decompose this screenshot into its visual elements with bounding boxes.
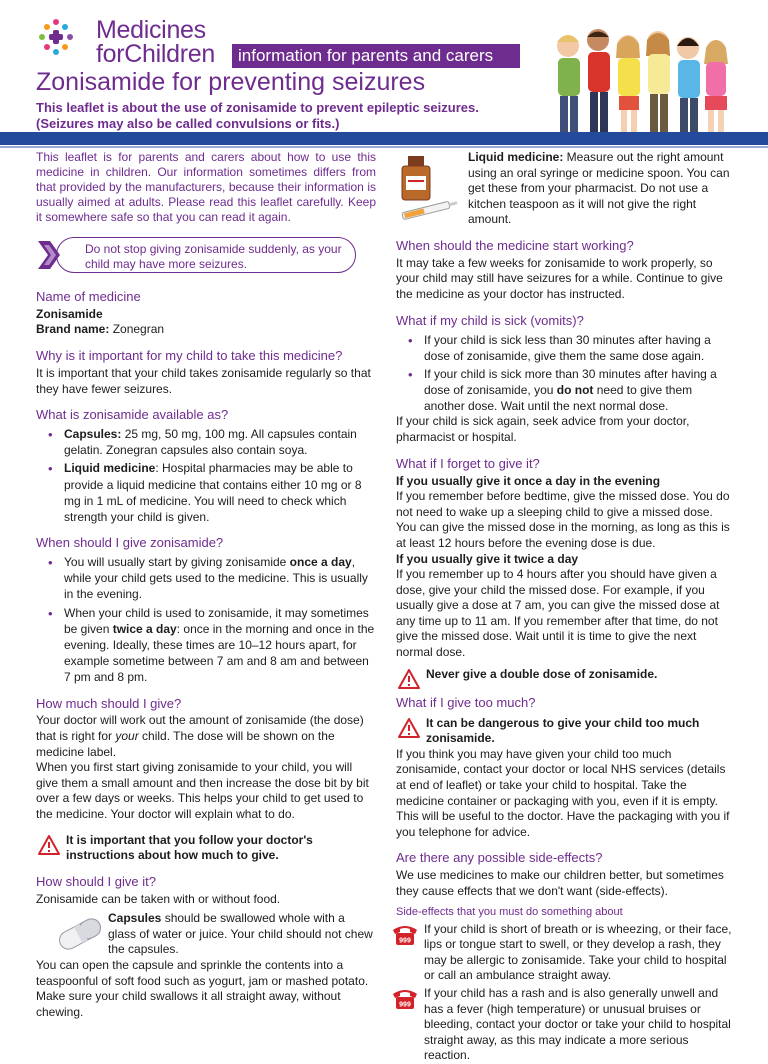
follow-doctor-alert-text: It is important that you follow your doctor's instructions about how much to give. bbox=[66, 832, 313, 863]
stop-warning bbox=[36, 235, 376, 279]
forget-twice-text: If you remember up to 4 hours after you should have given a dose, give your child the missed dose. For example, if you usually give a dose at 7 am, you can give the missed dose at any time up to 11 am. If you remember after that time, do not give the missed dose. Wait until it is time to give the next normal dose. bbox=[396, 567, 720, 660]
liquid-text: Measure out the right amount using an oral syringe or medicine spoon. You can get these from your pharmacist. Do not use a kitchen teaspoon as it will not give the right amount. bbox=[468, 150, 730, 227]
liquid-instruction bbox=[396, 150, 736, 228]
emergency-phone-icon bbox=[390, 922, 420, 946]
start-text: It may take a few weeks for zonisamide to work properly, so your child may still have seizures for a while. Continue to give the medicine as your doctor has instructed. bbox=[396, 255, 723, 302]
side-effect-item bbox=[396, 986, 736, 1064]
side-text: We use medicines to make our children better, but sometimes they cause effects that we don't want (side-effects). bbox=[396, 868, 724, 898]
follow-doctor-alert bbox=[36, 833, 376, 864]
howmuch-1b: your bbox=[115, 729, 139, 744]
toomuch-alert-text: It can be dangerous to give your child too much zonisamide. bbox=[426, 715, 700, 746]
side-effect-item bbox=[396, 922, 736, 984]
available-heading: What is zonisamide available as? bbox=[36, 407, 229, 423]
sick-heading: What if my child is sick (vomits)? bbox=[396, 312, 584, 328]
toomuch-text: If you think you may have given your child too much zonisamide, contact your doctor or local NHS services (details at end of leaflet) or take your child to hospital. Take the medicine container or packaging with you, even if it is empty. This will be useful to the doctor. Have the packaging with you if you telephone for advice. bbox=[396, 746, 730, 839]
available-2-text: : Hospital pharmacies may be able to provide a liquid medicine that contains either 10 mg or 8 mg in 1 mL of medicine. You will need to check which strength your child is given. bbox=[64, 461, 362, 524]
logo-mark-icon bbox=[36, 16, 76, 64]
howmuch-1a: Your doctor will work out the amount of zonisamide (the dose) that is right for bbox=[36, 713, 364, 744]
when-list bbox=[36, 554, 376, 686]
list-item bbox=[406, 366, 736, 415]
when-heading: When should I give zonisamide? bbox=[36, 535, 224, 551]
forget-twice-heading: If you usually give it twice a day bbox=[396, 551, 579, 566]
forget-once-heading: If you usually give it once a day in the evening bbox=[396, 473, 661, 488]
sick-2c: need to give them another dose. Wait until the next normal dose. bbox=[424, 383, 693, 414]
header-band bbox=[0, 132, 768, 145]
emergency-phone-icon bbox=[390, 986, 420, 1010]
logo bbox=[36, 14, 236, 66]
side-effect-1-text: If your child is short of breath or is wheezing, or their face, lips or tongue start to swell, or they develop a rash, they may be allergic to zonisamide. Take your child to hospital or call an ambulance straight away. bbox=[424, 921, 732, 983]
list-item bbox=[406, 332, 736, 364]
available-2-bold: Liquid medicine bbox=[64, 461, 156, 476]
intro-text: This leaflet is for parents and carers about how to use this medicine in children. Our information sometimes differs from that provided by the manufacturers, because their information is usually aimed at adults. Please read this leaflet carefully. Keep it somewhere safe so that you can read it again. bbox=[36, 150, 376, 224]
name-heading: Name of medicine bbox=[36, 289, 141, 304]
sick-2a: If your child is sick more than 30 minutes after having a dose of zonisamide, you bbox=[424, 366, 717, 398]
forget-once-text: If you remember before bedtime, give the missed dose. You do not need to wake up a sleeping child to give a missed dose. You can give the missed dose in the morning, as long as this is at least 12 hours before the evening dose is due. bbox=[396, 489, 730, 550]
capsules-instruction bbox=[36, 911, 376, 958]
toomuch-heading: What if I give too much? bbox=[396, 694, 536, 710]
start-heading: When should the medicine start working? bbox=[396, 237, 634, 253]
why-heading: Why is it important for my child to take this medicine? bbox=[36, 348, 343, 364]
capsules-bold: Capsules bbox=[108, 911, 162, 926]
arrow-icon bbox=[36, 239, 62, 271]
when-1a: You will usually start by giving zonisamide bbox=[64, 555, 290, 570]
logo-text-line1: Medicines bbox=[96, 16, 206, 44]
header-band-rule bbox=[0, 146, 768, 148]
warning-triangle-icon bbox=[38, 835, 60, 855]
brand-label: Brand name: bbox=[36, 322, 110, 337]
subtitle-line2: (Seizures may also be called convulsions or fits.) bbox=[36, 116, 340, 132]
when-1c: , while your child gets used to the medicine. This is usually in the evening. bbox=[64, 555, 368, 602]
when-1b: once a day bbox=[289, 555, 352, 570]
left-column bbox=[36, 150, 376, 1020]
page-subtitle bbox=[36, 100, 556, 133]
double-dose-alert-text: Never give a double dose of zonisamide. bbox=[426, 666, 658, 681]
sick-2b: do not bbox=[556, 383, 594, 398]
side-subheading: Side-effects that you must do something about bbox=[396, 906, 623, 919]
brand-value: Zonegran bbox=[112, 322, 165, 337]
why-text: It is important that your child takes zonisamide regularly so that they have fewer seizures. bbox=[36, 365, 371, 396]
howgive-heading: How should I give it? bbox=[36, 873, 156, 889]
side-heading: Are there any possible side-effects? bbox=[396, 850, 603, 866]
available-1-text: 25 mg, 50 mg, 100 mg. All capsules contain gelatin. Zonegran capsules also contain soya. bbox=[64, 427, 357, 458]
warning-triangle-icon bbox=[398, 718, 420, 738]
toomuch-alert bbox=[396, 716, 736, 747]
side-effect-2-text: If your child has a rash and is also generally unwell and has a fever (high temperature) or unusual bruises or bleeding, contact your doctor or take your child to hospital straight away, as this may indicate a more serious reaction. bbox=[424, 986, 731, 1063]
forget-heading: What if I forget to give it? bbox=[396, 455, 540, 471]
right-column bbox=[396, 150, 736, 1064]
tagline-bar: information for parents and carers bbox=[232, 44, 520, 68]
sick-1: If your child is sick less than 30 minutes after having a dose of zonisamide, give them the same dose again. bbox=[424, 332, 711, 363]
howmuch-1c: child. The dose will be shown on the medicine label. bbox=[36, 729, 335, 759]
when-2c: : once in the morning and once in the evening. Ideally, these times are 10–12 hours apart, for example sometime between 7 am and 8 am and between 7 pm and 8 pm. bbox=[64, 621, 375, 685]
stop-warning-text: Do not stop giving zonisamide suddenly, as your child may have more seizures. bbox=[56, 237, 356, 273]
double-dose-alert bbox=[396, 667, 736, 693]
howmuch-heading: How much should I give? bbox=[36, 695, 182, 711]
sick-list bbox=[396, 332, 736, 415]
children-photo bbox=[548, 24, 736, 146]
sick-again-text: If your child is sick again, seek advice from your doctor, pharmacist or hospital. bbox=[396, 414, 690, 445]
warning-triangle-icon bbox=[398, 669, 420, 689]
phone-label: 999 bbox=[399, 937, 411, 945]
list-item bbox=[46, 605, 376, 686]
list-item bbox=[46, 426, 376, 458]
subtitle-line1: This leaflet is about the use of zonisamide to prevent epileptic seizures. bbox=[36, 100, 479, 115]
medicine-bottle-syringe-icon bbox=[396, 152, 460, 222]
available-1-bold: Capsules: bbox=[64, 427, 122, 442]
list-item bbox=[46, 460, 376, 525]
available-list bbox=[36, 426, 376, 525]
page-title: Zonisamide for preventing seizures bbox=[36, 68, 426, 96]
when-2a: When your child is used to zonisamide, it may sometimes be given bbox=[64, 605, 369, 636]
medicine-name: Zonisamide bbox=[36, 306, 103, 321]
logo-text-line2: forChildren bbox=[96, 40, 215, 68]
howgive-text: Zonisamide can be taken with or without food. bbox=[36, 891, 281, 906]
howmuch-text-1 bbox=[36, 713, 376, 760]
liquid-bold: Liquid medicine: bbox=[468, 150, 564, 164]
list-item bbox=[46, 554, 376, 603]
howmuch-text-2: When you first start giving zonisamide to your child, you will give them a small amount and then increase the dose bit by bit over a few days or weeks. This helps your child to get used to the medicine. Your doctor will explain what to do. bbox=[36, 760, 369, 822]
when-2b: twice a day bbox=[112, 621, 177, 636]
capsules-text: should be swallowed whole with a glass of water or juice. Your child should not chew the capsules. bbox=[108, 911, 373, 957]
phone-label: 999 bbox=[399, 1001, 411, 1009]
capsule-icon bbox=[54, 915, 106, 953]
open-capsule-text: You can open the capsule and sprinkle the contents into a teaspoonful of soft food such as yogurt, jam or mashed potato. Make sure your child swallows it all straight away, without chewing. bbox=[36, 958, 369, 1019]
